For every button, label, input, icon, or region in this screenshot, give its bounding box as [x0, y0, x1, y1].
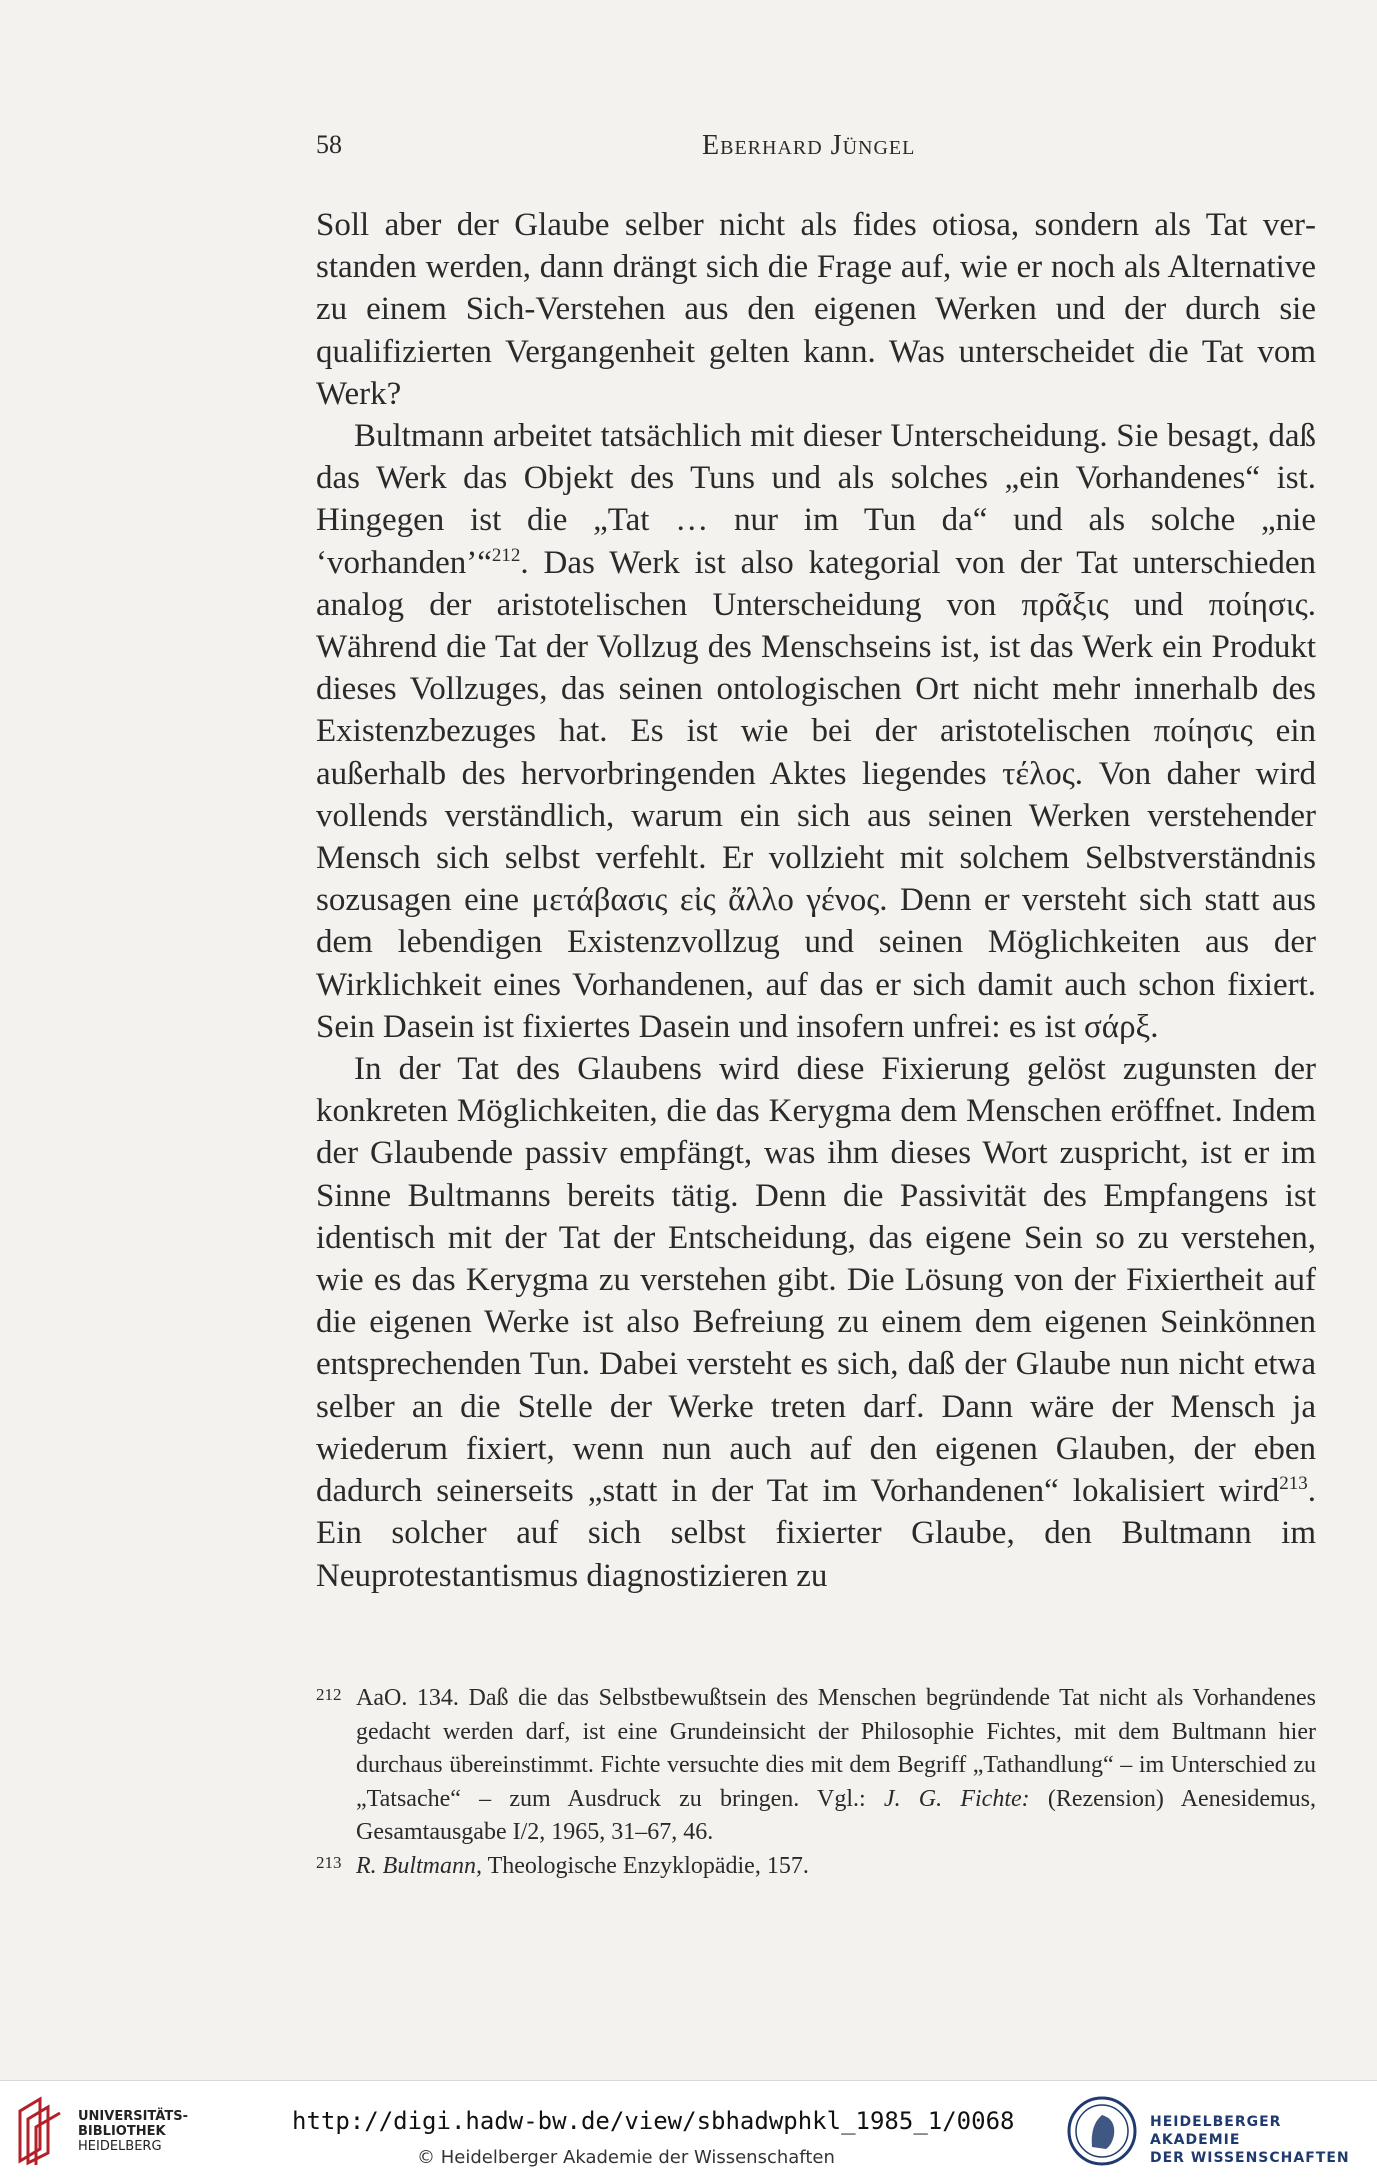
ub-heidelberg-name	[78, 2109, 188, 2154]
paragraph-1-text: Soll aber der Glaube selber nicht als fides otiosa, sondern als Tat verstanden werden, dann drängt sich die Frage auf, wie er noch als Alternative zu einem Sich-Verstehen aus den eigenen Werken und der durch sie qualifizierten Vergangenheit gelten kann. Was unterscheidet die Tat vom Werk?	[316, 207, 1316, 412]
paragraph-1	[316, 204, 1316, 415]
footnote-text: AaO. 134. Daß die das Selbstbewußtsein des Menschen begründende Tat nicht als Vorhandenes gedacht werden darf, ist eine Grundeinsicht der Philosophie Fichtes, mit dem Bultmann hier durchaus übereinstimmt. Fichte versuchte dies mit dem Begriff „Tathandlung“ – im Unterschied zu „Tatsache“ – zum Ausdruck zu bringen. Vgl.:	[356, 1685, 1316, 1812]
footnotes	[316, 1682, 1316, 1883]
footnote-author: R. Bultmann,	[356, 1852, 482, 1879]
footer-bar	[0, 2080, 1377, 2180]
paragraph-3-text-a: In der Tat des Glaubens wird diese Fixierung gelöst zugunsten der konkreten Möglichkeiten, die das Kerygma dem Menschen eröffnet. Indem der Glaubende passiv empfängt, was ihm dieses Wort zuspricht, ist er im Sinne Bultmanns bereits tätig. Denn die Passivität des Empfangens ist identisch mit der Tat der Entscheidung, das eigene Sein so zu verstehen, wie es das Kerygma zu verstehen gibt. Die Lösung von der Fixiertheit auf die eigenen Werke ist also Befreiung zu einem dem eigenen Seinkönnen entsprechenden Tun. Dabei versteht es sich, daß der Glaube nun nicht etwa selber an die Stelle der Werke treten darf. Dann wäre der Mensch ja wiederum fixiert, wenn nun auch auf den eigenen Glauben, der eben dadurch seinerseits „statt in der Tat im Vorhandenen“ lokalisiert wird	[316, 1051, 1316, 1510]
footnote-213	[316, 1850, 1316, 1884]
footnote-ref-212[interactable]: 212	[491, 544, 521, 566]
paragraph-3	[316, 1048, 1316, 1597]
ub-line-2: BIBLIOTHEK	[78, 2124, 166, 2139]
paragraph-2-text-b: . Das Werk ist also kategorial von der Tat unterschieden analog der aristotelischen Unterscheidung von πρᾶξις und ποίησις. Während die Tat der Vollzug des Menschseins ist, ist das Werk ein Produkt dieses Vollzuges, das seinen ontologischen Ort nicht mehr innerhalb des Existenzbezuges hat. Es ist wie bei der aristotelischen ποίησις ein außerhalb des hervorbringenden Aktes liegendes τέλος. Von daher wird vollends verständlich, warum ein sich aus seinen Werken verstehender Mensch sich selbst verfehlt. Er vollzieht mit solchem Selbstverständnis sozusagen eine μετάβασις εἰς ἄλλο γένος. Denn er versteht sich statt aus dem lebendigen Existenzvollzug und seinen Möglichkeiten aus der Wirklichkeit eines Vorhandenen, auf das er sich damit auch schon fixiert. Sein Dasein ist fixiertes Dasein und insofern unfrei: es ist σάρξ.	[316, 544, 1316, 1045]
permalink-url[interactable]: http://digi.hadw-bw.de/view/sbhadwphkl_1985_1/0068	[292, 2107, 1015, 2135]
ub-line-3: HEIDELBERG	[78, 2139, 162, 2154]
footnote-212	[316, 1682, 1316, 1850]
hadw-line-1: HEIDELBERGER AKADEMIE	[1150, 2114, 1282, 2148]
copyright-notice: © Heidelberger Akademie der Wissenschaften	[417, 2147, 835, 2168]
body-text	[316, 204, 1316, 1597]
footnote-ref-213[interactable]: 213	[1279, 1473, 1308, 1495]
paragraph-2-text-a: Bultmann arbeitet tatsächlich mit dieser Unterscheidung. Sie besagt, daß das Werk das Objekt des Tuns und als solches „ein Vorhandenes“ ist. Hingegen ist die „Tat … nur im Tun da“ und als solche „nie ‘vorhanden’“	[316, 418, 1316, 581]
footnote-author: J. G. Fichte:	[883, 1785, 1030, 1812]
hadw-line-2: DER WISSENSCHAFTEN	[1150, 2150, 1350, 2166]
running-author: Eberhard Jüngel	[702, 130, 916, 161]
hadw-seal-icon[interactable]	[1062, 2095, 1142, 2167]
footnote-text-rest: Theologische Enzyklopädie, 157.	[482, 1852, 809, 1879]
hadw-name	[1150, 2113, 1377, 2167]
paragraph-3-text-b: . Ein solcher auf sich selbst fixierter Glaube, den Bultmann im Neuprotestantismus diagnostizieren zu	[316, 1473, 1316, 1594]
running-head	[316, 130, 1316, 164]
footnote-text-rest: (Rezension) Aenesidemus, Gesamtausgabe I/2, 1965, 31–67, 46.	[356, 1785, 1317, 1845]
ub-heidelberg-logo-icon[interactable]	[14, 2093, 68, 2167]
footnote-number: 212	[316, 1685, 342, 1704]
ub-line-1: UNIVERSITÄTS-	[78, 2109, 188, 2124]
paragraph-2	[316, 415, 1316, 1048]
page-number: 58	[316, 130, 342, 159]
footnote-number: 213	[316, 1852, 342, 1872]
